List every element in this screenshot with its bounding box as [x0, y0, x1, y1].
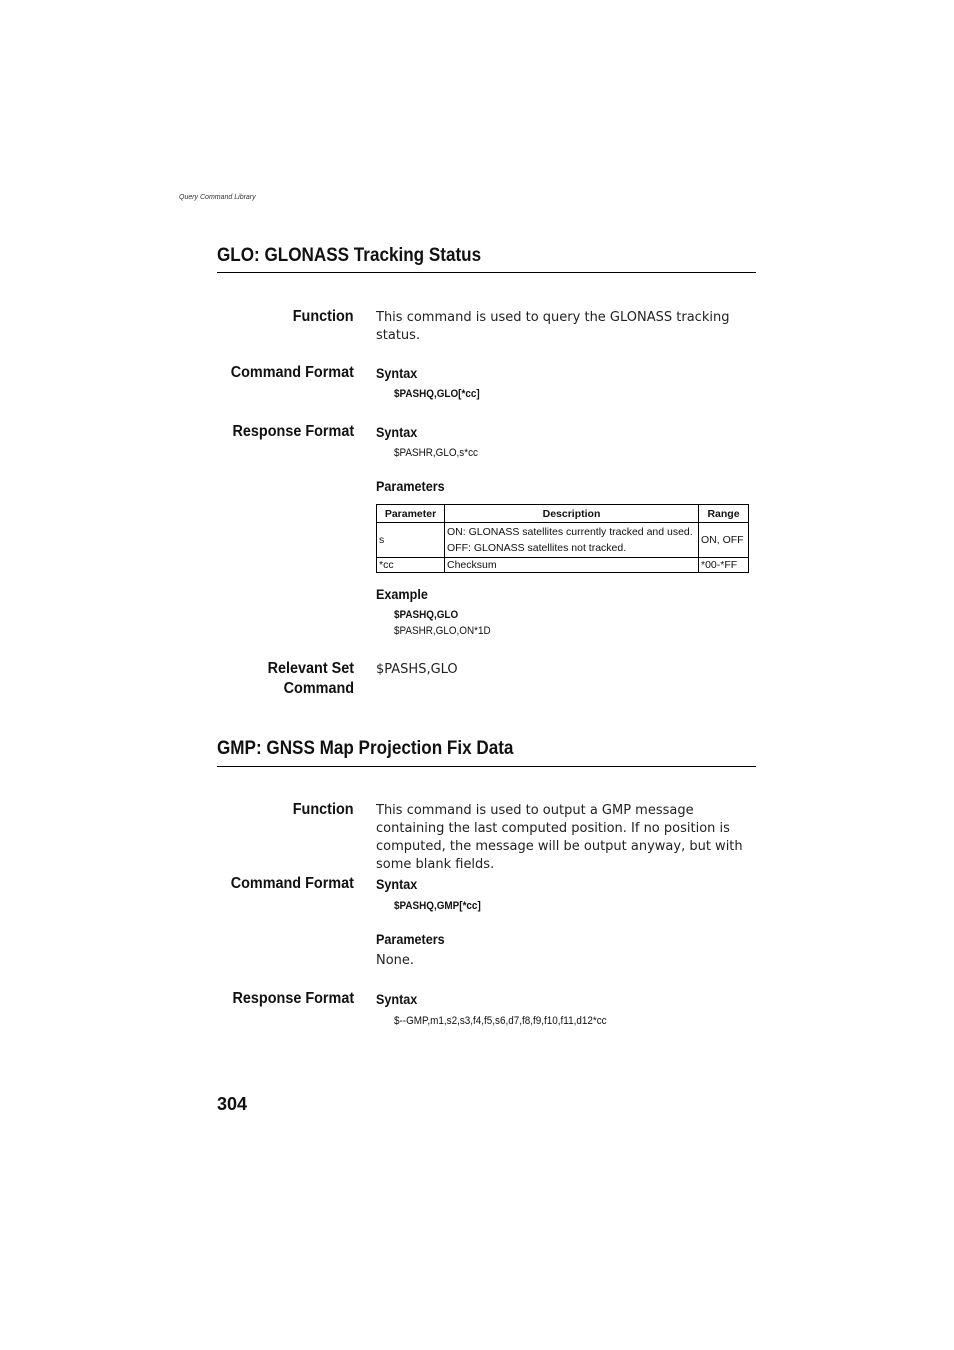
gmp-response-format-label: Response Format: [232, 990, 354, 1007]
page-number: 304: [217, 1094, 248, 1114]
description-line: ON: GLONASS satellites currently tracked and used.: [447, 526, 693, 538]
gmp-command-syntax-heading: Syntax: [376, 876, 418, 892]
relevant-label-line: Relevant Set: [267, 660, 354, 677]
table-row: [377, 558, 749, 573]
gmp-parameters-text: None.: [376, 953, 415, 968]
table-cell-parameter: s: [377, 523, 445, 558]
table-cell-range: ON, OFF: [699, 523, 749, 558]
glo-response-format-label: Response Format: [232, 423, 354, 440]
section-title-glo: GLO: GLONASS Tracking Status: [217, 245, 482, 266]
gmp-function-text: This command is used to output a GMP message containing the last computed position. If no position is computed, the message will be output anyway, but with some blank fields.: [376, 803, 743, 872]
section-title-gmp: GMP: GNSS Map Projection Fix Data: [217, 738, 514, 759]
glo-response-syntax: $PASHR,GLO,s*cc: [394, 447, 478, 459]
table-header-range: Range: [699, 505, 749, 523]
glo-response-syntax-heading: Syntax: [376, 424, 418, 440]
glo-command-syntax-heading: Syntax: [376, 365, 418, 381]
gmp-response-syntax: $--GMP,m1,s2,s3,f4,f5,s6,d7,f8,f9,f10,f11,d12*cc: [394, 1015, 607, 1027]
gmp-function-label: Function: [293, 801, 354, 818]
table-cell-description: Checksum: [445, 558, 699, 573]
glo-parameters-heading: Parameters: [376, 478, 445, 494]
gmp-response-syntax-heading: Syntax: [376, 991, 418, 1007]
glo-command-syntax: $PASHQ,GLO[*cc]: [394, 388, 480, 400]
table-cell-description: [445, 523, 699, 558]
table-cell-range: *00-*FF: [699, 558, 749, 573]
glo-example-response: $PASHR,GLO,ON*1D: [394, 625, 491, 637]
glo-relevant-text: $PASHS,GLO: [376, 662, 458, 677]
glo-example-heading: Example: [376, 586, 428, 602]
glo-function-label: Function: [293, 308, 354, 325]
table-header-parameter: Parameter: [377, 505, 445, 523]
table-cell-parameter: *cc: [377, 558, 445, 573]
gmp-command-syntax: $PASHQ,GMP[*cc]: [394, 900, 481, 912]
section-rule-gmp: [217, 766, 756, 767]
section-rule-glo: [217, 272, 756, 273]
glo-function-text: This command is used to query the GLONASS tracking status.: [376, 310, 730, 343]
table-header-description: Description: [445, 505, 699, 523]
glo-parameters-table: [376, 504, 749, 573]
gmp-command-format-label: Command Format: [230, 875, 354, 892]
relevant-label-line: Command: [283, 680, 354, 697]
glo-example-query: $PASHQ,GLO: [394, 609, 459, 621]
description-line: OFF: GLONASS satellites not tracked.: [447, 542, 627, 554]
table-row: [377, 523, 749, 558]
running-header: Query Command Library: [179, 194, 256, 201]
glo-command-format-label: Command Format: [230, 364, 354, 381]
gmp-parameters-heading: Parameters: [376, 931, 445, 947]
table-header-row: [377, 505, 749, 523]
glo-relevant-label: [268, 659, 354, 699]
